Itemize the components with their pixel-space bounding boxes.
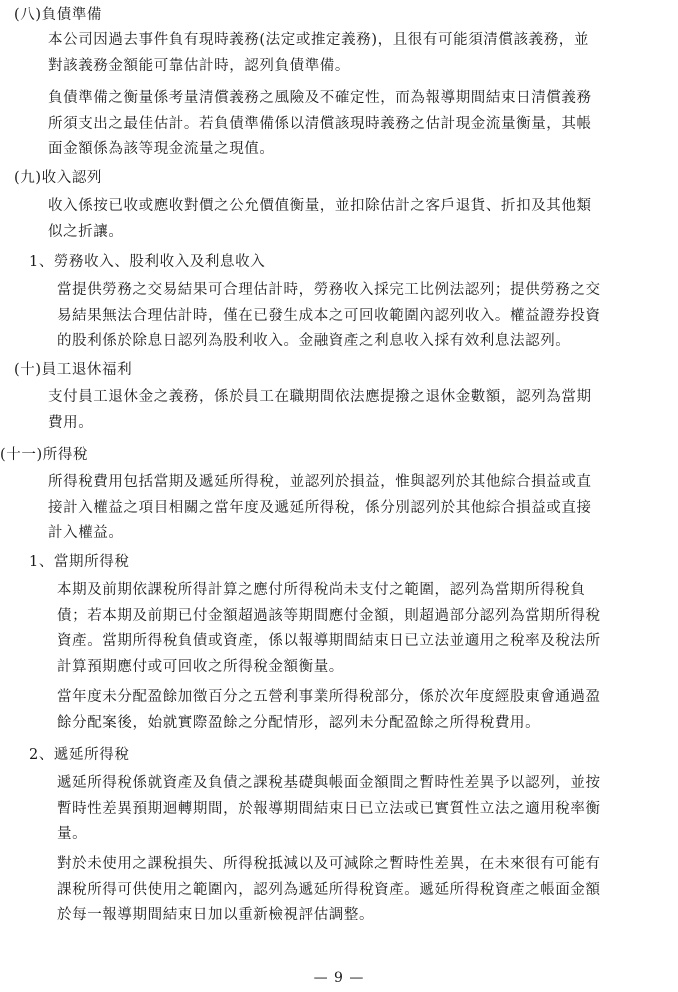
section-heading-income-tax: (十一)所得稅 bbox=[0, 447, 89, 463]
text-line: 暫時性差異預期迴轉期間，於報導期間結束日已立法或已實質性立法之適用稅率衡 bbox=[57, 800, 601, 817]
text-line: 面金額係為該等現金流量之現值。 bbox=[48, 141, 275, 157]
text-line: 費用。 bbox=[48, 414, 94, 431]
text-line: 課稅所得可供使用之範圍內，認列為遞延所得稅資產。遞延所得稅資產之帳面金額 bbox=[57, 881, 601, 898]
text-line: 收入係按已收或應收對價之公允價值衡量，並扣除估計之客戶退貨、折扣及其他類 bbox=[48, 198, 592, 214]
page-number: — 9 — bbox=[313, 970, 365, 986]
text-line: 支付員工退休金之義務，係於員工在職期間依法應提撥之退休金數額，認列為當期 bbox=[48, 389, 592, 405]
paragraph-income-tax-expense bbox=[48, 470, 592, 547]
section-heading-employee-benefits: (十)員工退休福利 bbox=[14, 362, 133, 378]
paragraph-service-income bbox=[57, 278, 601, 355]
text-line: 似之折讓。 bbox=[48, 223, 124, 240]
subsection-heading-deferred-tax: 2、遞延所得稅 bbox=[29, 747, 130, 763]
text-line: 餘分配案後，始就實際盈餘之分配情形，認列未分配盈餘之所得稅費用。 bbox=[57, 714, 541, 731]
text-line: 資產。當期所得稅負債或資產，係以報導期間結束日已立法並適用之稅率及稅法所 bbox=[57, 633, 601, 649]
subsection-heading-service-income: 1、勞務收入、股利收入及利息收入 bbox=[29, 254, 266, 270]
subsection-heading-current-tax: 1、當期所得稅 bbox=[29, 554, 130, 570]
text-line: 所得稅費用包括當期及遞延所得稅，並認列於損益，惟與認列於其他綜合損益或直 bbox=[48, 474, 592, 490]
text-line: 於每一報導期間結束日加以重新檢視評估調整。 bbox=[57, 907, 375, 923]
text-line: 的股利係於除息日認列為股利收入。金融資產之利息收入採有效利息法認列。 bbox=[57, 333, 571, 349]
paragraph-undistributed-earnings-tax bbox=[57, 685, 601, 736]
text-line: 易結果無法合理估計時，僅在已發生成本之可回收範圍內認列收入。權益證券投資 bbox=[57, 307, 601, 324]
paragraph-provisions-measurement bbox=[48, 86, 592, 163]
paragraph-deferred-tax-recognition bbox=[57, 771, 601, 848]
paragraph-deferred-tax-assets bbox=[57, 852, 601, 929]
text-line: 遞延所得稅係就資產及負債之課稅基礎與帳面金額間之暫時性差異予以認列，並按 bbox=[57, 775, 601, 791]
text-line: 負債準備之衡量係考量清償義務之風險及不確定性，而為報導期間結束日清償義務 bbox=[48, 90, 592, 106]
text-line: 所須支出之最佳估計。若負債準備係以清償該現時義務之估計現金流量衡量，其帳 bbox=[48, 115, 592, 132]
text-line: 當提供勞務之交易結果可合理估計時，勞務收入採完工比例法認列；提供勞務之交 bbox=[57, 282, 601, 298]
text-line: 計入權益。 bbox=[48, 525, 124, 541]
paragraph-employee-benefits bbox=[48, 385, 592, 436]
text-line: 對於未使用之課稅損失、所得稅抵減以及可減除之暫時性差異，在未來很有可能有 bbox=[57, 856, 601, 872]
text-line: 計算預期應付或可回收之所得稅金額衡量。 bbox=[57, 658, 344, 675]
text-line: 本公司因過去事件負有現時義務(法定或推定義務)，且很有可能須清償該義務，並 bbox=[48, 32, 590, 48]
text-line: 債；若本期及前期已付金額超過該等期間應付金額，則超過部分認列為當期所得稅 bbox=[57, 607, 601, 624]
section-heading-provisions: (八)負債準備 bbox=[14, 7, 103, 23]
section-heading-revenue: (九)收入認列 bbox=[14, 170, 103, 186]
paragraph-provisions-recognition bbox=[48, 28, 589, 79]
text-line: 對該義務金額能可靠估計時，認列負債準備。 bbox=[48, 57, 350, 74]
text-line: 當年度未分配盈餘加徵百分之五營利事業所得稅部分，係於次年度經股東會通過盈 bbox=[57, 689, 601, 705]
paragraph-current-tax bbox=[57, 578, 601, 680]
text-line: 接計入權益之項目相關之當年度及遞延所得稅，係分別認列於其他綜合損益或直接 bbox=[48, 499, 592, 516]
paragraph-revenue-measurement bbox=[48, 194, 592, 245]
text-line: 本期及前期依課稅所得計算之應付所得稅尚未支付之範圍，認列為當期所得稅負 bbox=[57, 582, 586, 598]
text-line: 量。 bbox=[57, 826, 88, 842]
